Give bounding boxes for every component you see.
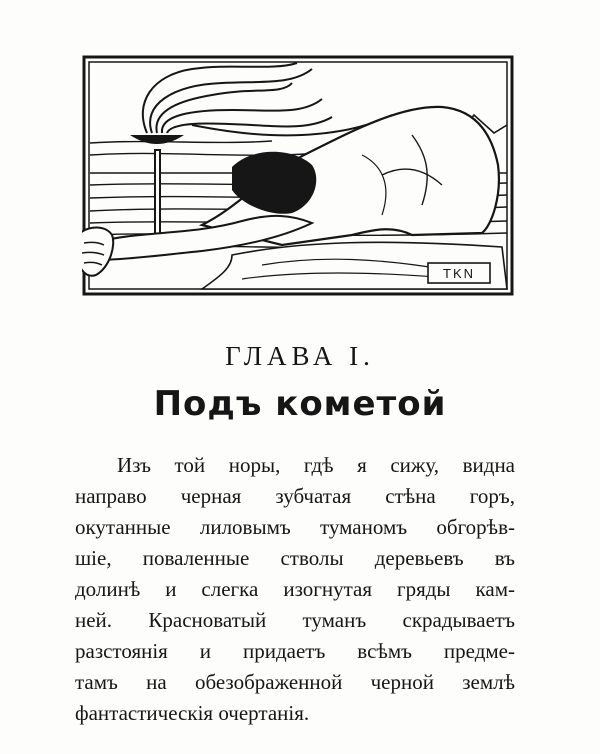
text-line: фантастическія очертанія.: [75, 701, 310, 725]
text-line: окутанные лиловымъ туманомъ обгорѣв-: [75, 515, 515, 539]
chapter-title: Подъ кометой: [153, 384, 447, 424]
text-line: направо черная зубчатая стѣна горъ,: [75, 484, 515, 508]
text-line: Изъ той норы, гдѣ я сижу, видна: [117, 453, 515, 477]
illustration-drawing: [82, 55, 514, 296]
body-text: [75, 450, 515, 729]
figure: [82, 107, 507, 289]
chapter-illustration: [82, 55, 514, 296]
chalice: [130, 135, 184, 241]
text-line: шіе, поваленные стволы деревьевъ въ: [75, 546, 515, 570]
smoke-swirls: [143, 63, 392, 135]
text-line: разстоянія и придаетъ всѣмъ предме-: [75, 639, 515, 663]
monogram: TKN: [443, 266, 475, 281]
text-line: тамъ на обезображенной черной землѣ: [75, 670, 515, 694]
text-line: ней. Красноватый туманъ скрадываетъ: [75, 608, 515, 632]
text-line: долинѣ и слегка изогнутая гряды кам-: [75, 577, 515, 601]
chapter-label: ГЛАВА I.: [225, 341, 375, 371]
